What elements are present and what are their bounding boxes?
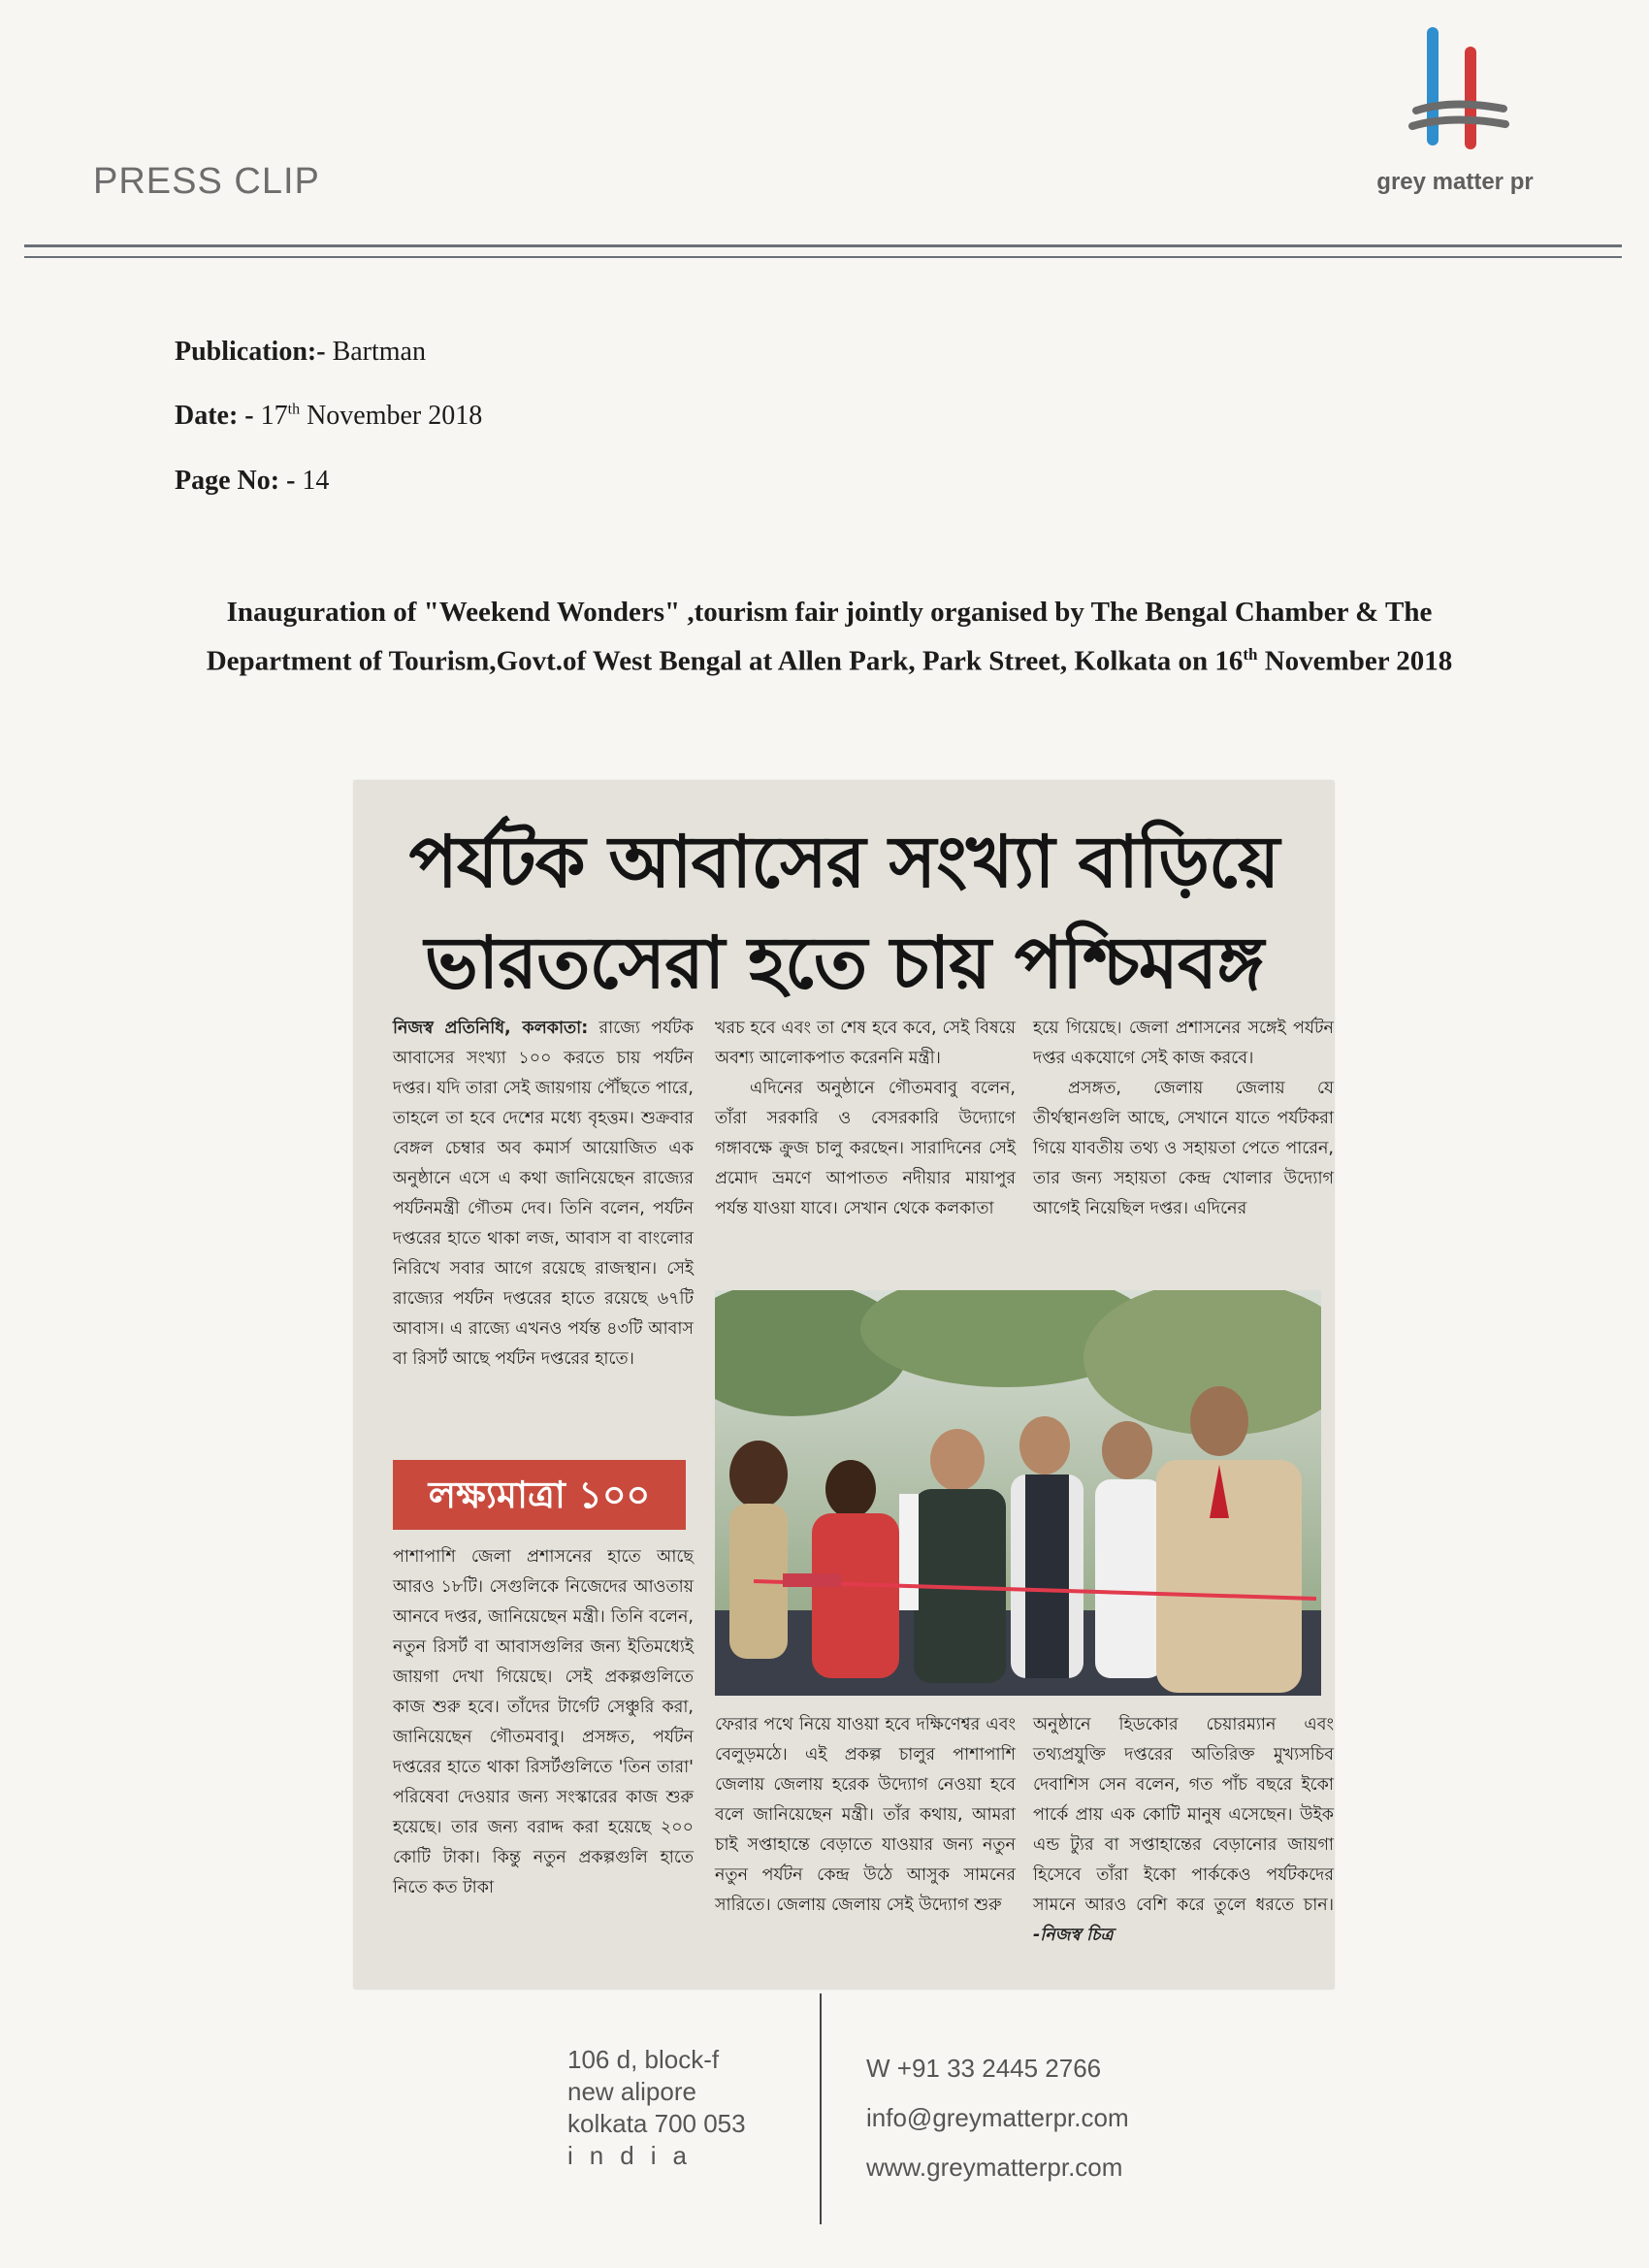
caption-sup: th (1243, 645, 1258, 664)
byline: নিজস্ব প্রতিনিধি, কলকাতা: (393, 1019, 589, 1038)
grey-matter-logo-mark (1358, 23, 1552, 169)
col3-paragraph-1: হয়ে গিয়েছে। জেলা প্রশাসনের সঙ্গেই পর্যটন দপ্তর একযোগে সেই কাজ করবে। (1033, 1019, 1334, 1068)
address-line-4: india (567, 2141, 703, 2170)
col1-paragraph-1: রাজ্যে পর্যটক আবাসের সংখ্যা ১০০ করতে চায় পর্যটন দপ্তর। যদি তারা সেই জায়গায় পৌঁছতে পারে, তাহলে তা হবে দেশের মধ্যে বৃহত্তম। শুক্রবার বেঙ্গল চেম্বার অব কমার্স আয়োজিত এক অনুষ্ঠানে এসে এ কথা জানিয়েছেন রাজ্যের পর্যটনমন্ত্রী গৌতম দেব। তিনি বলেন, পর্যটন দপ্তরের হাতে থাকা লজ, আবাস বা বাংলোর নিরিখে সবার আগে রয়েছে রাজস্থান। সেই রাজ্যের পর্যটন দপ্তরের হাতে রয়েছে ৬৭টি আবাস। এ রাজ্যে এখনও পর্যন্ত ৪৩টি আবাস বা রিসর্ট আছে পর্যটন দপ্তরের হাতে। (393, 1019, 694, 1369)
publication-label: Publication:- (175, 337, 326, 367)
column-2-bottom (715, 1710, 1016, 1921)
col2-paragraph-3: ফেরার পথে নিয়ে যাওয়া হবে দক্ষিণেশ্বর এবং বেলুড়মঠে। এই প্রকল্প চালুর পাশাপাশি জেলায় জেলায় হরেক উদ্যোগ নেওয়া হবে বলে জানিয়েছেন মন্ত্রী। তাঁর কথায়, আমরা চাই সপ্তাহান্তে বেড়াতে যাওয়ার জন্য নতুন নতুন পর্যটন কেন্দ্র উঠে আসুক সামনের সারিতে। জেলায় জেলায় সেই উদ্যোগ শুরু (715, 1715, 1016, 1915)
header-rule-top (24, 244, 1622, 247)
col3-paragraph-2: প্রসঙ্গত, জেলায় জেলায় যে তীর্থস্থানগুলি আছে, সেখানে যাতে পর্যটকরা গিয়ে যাবতীয় তথ্য ও সহায়তা পেতে পারেন, তার জন্য সহায়তা কেন্দ্র খোলার উদ্যোগ আগেই নিয়েছিল দপ্তর। এদিনের (1033, 1079, 1334, 1218)
page-label: Page No: - (175, 466, 296, 496)
grey-matter-logo (1358, 23, 1562, 198)
page-line (175, 466, 329, 497)
col2-paragraph-2: এদিনের অনুষ্ঠানে গৌতমবাবু বলেন, তাঁরা সরকারি ও বেসরকারি উদ্যোগে গঙ্গাবক্ষে ক্রুজ চালু করছেন। সারাদিনের সেই প্রমোদ ভ্রমণে আপাতত নদীয়ার মায়াপুর পর্যন্ত যাওয়া যাবে। সেখান থেকে কলকাতা (715, 1079, 1016, 1218)
page-value: 14 (302, 466, 330, 496)
phone-number: W +91 33 2445 2766 (866, 2054, 1102, 2083)
date-label: Date: - (175, 401, 254, 431)
column-3-bottom (1033, 1710, 1334, 1951)
newspaper-clipping (354, 781, 1334, 1989)
caption-text: Inauguration of "Weekend Wonders" ,tourism fair jointly organised by The Bengal Chamber & The Department of Tourism,Govt.of West Bengal at Allen Park, Park Street, Kolkata on 16 (206, 597, 1433, 677)
inauguration-photo (715, 1290, 1321, 1696)
col3-paragraph-3: অনুষ্ঠানে হিডকোর চেয়ারম্যান এবং তথ্যপ্রযুক্তি দপ্তরের অতিরিক্ত মুখ্যসচিব দেবাশিস সেন বলেন, গত পাঁচ বছরে ইকো পার্কে প্রায় এক কোটি মানুষ এসেছেন। উইক এন্ড ট্যুর বা সপ্তাহান্তের বেড়ানোর জায়গা হিসেবে তাঁরা ইকো পার্ককেও পর্যটকদের সামনে আরও বেশি করে তুলে ধরতে চান। (1033, 1715, 1334, 1915)
publication-value: Bartman (332, 337, 426, 367)
header-rule-bottom (24, 256, 1622, 258)
website-url[interactable]: www.greymatterpr.com (866, 2153, 1123, 2182)
address-line-1: 106 d, block-f (567, 2045, 720, 2074)
footer-contact (866, 2044, 1129, 2192)
date-day: 17 (260, 401, 288, 431)
column-3-top (1033, 1014, 1334, 1224)
headline-line-1: পর্যটক আবাসের সংখ্যা বাড়িয়ে (408, 821, 1279, 904)
date-suffix: th (287, 401, 301, 418)
date-line (175, 401, 482, 432)
footer-divider (820, 1993, 822, 2224)
ribbon-cutting-photo (715, 1290, 1321, 1696)
column-1-bottom (393, 1542, 694, 1903)
col1-paragraph-2: পাশাপাশি জেলা প্রশাসনের হাতে আছে আরও ১৮টি। সেগুলিকে নিজেদের আওতায় আনবে দপ্তর, জানিয়েছেন মন্ত্রী। তিনি বলেন, নতুন রিসর্ট বা আবাসগুলির জন্য ইতিমধ্যেই জায়গা দেখা গিয়েছে। সেই প্রকল্পগুলিতে কাজ শুরু হবে। তাঁদের টার্গেট সেঞ্চুরি করা, জানিয়েছেন গৌতমবাবু। প্রসঙ্গত, পর্যটন দপ্তরের হাতে থাকা রিসর্টগুলিতে 'তিন তারা' পরিষেবা দেওয়ার জন্য সংস্কারের কাজ শুরু হয়েছে। তার জন্য বরাদ্দ করা হয়েছে ২০০ কোটি টাকা। কিন্তু নতুন প্রকল্পগুলি হাতে নিতে কত টাকা (393, 1547, 694, 1897)
column-1-top (393, 1014, 694, 1375)
publication-line (175, 337, 426, 368)
clip-caption (184, 592, 1474, 683)
subheading: লক্ষ্যমাত্রা ১০০ (393, 1460, 686, 1530)
press-clip-title: PRESS CLIP (93, 161, 320, 202)
caption-text-end: November 2018 (1257, 645, 1453, 677)
col2-paragraph-1: খরচ হবে এবং তা শেষ হবে কবে, সেই বিষয়ে অবশ্য আলোকপাত করেননি মন্ত্রী। (715, 1019, 1016, 1068)
email-address[interactable]: info@greymatterpr.com (866, 2103, 1129, 2132)
photo-credit: -নিজস্ব চিত্র (1033, 1926, 1114, 1945)
headline-line-2: ভারতসেরা হতে চায় পশ্চিমবঙ্গ (424, 922, 1264, 1005)
column-2-top (715, 1014, 1016, 1224)
address-line-2: new alipore (567, 2077, 696, 2106)
address-line-3: kolkata 700 053 (567, 2109, 746, 2138)
footer-address (567, 2044, 761, 2172)
brand-name: grey matter pr (1376, 169, 1534, 195)
date-rest: November 2018 (307, 401, 483, 431)
